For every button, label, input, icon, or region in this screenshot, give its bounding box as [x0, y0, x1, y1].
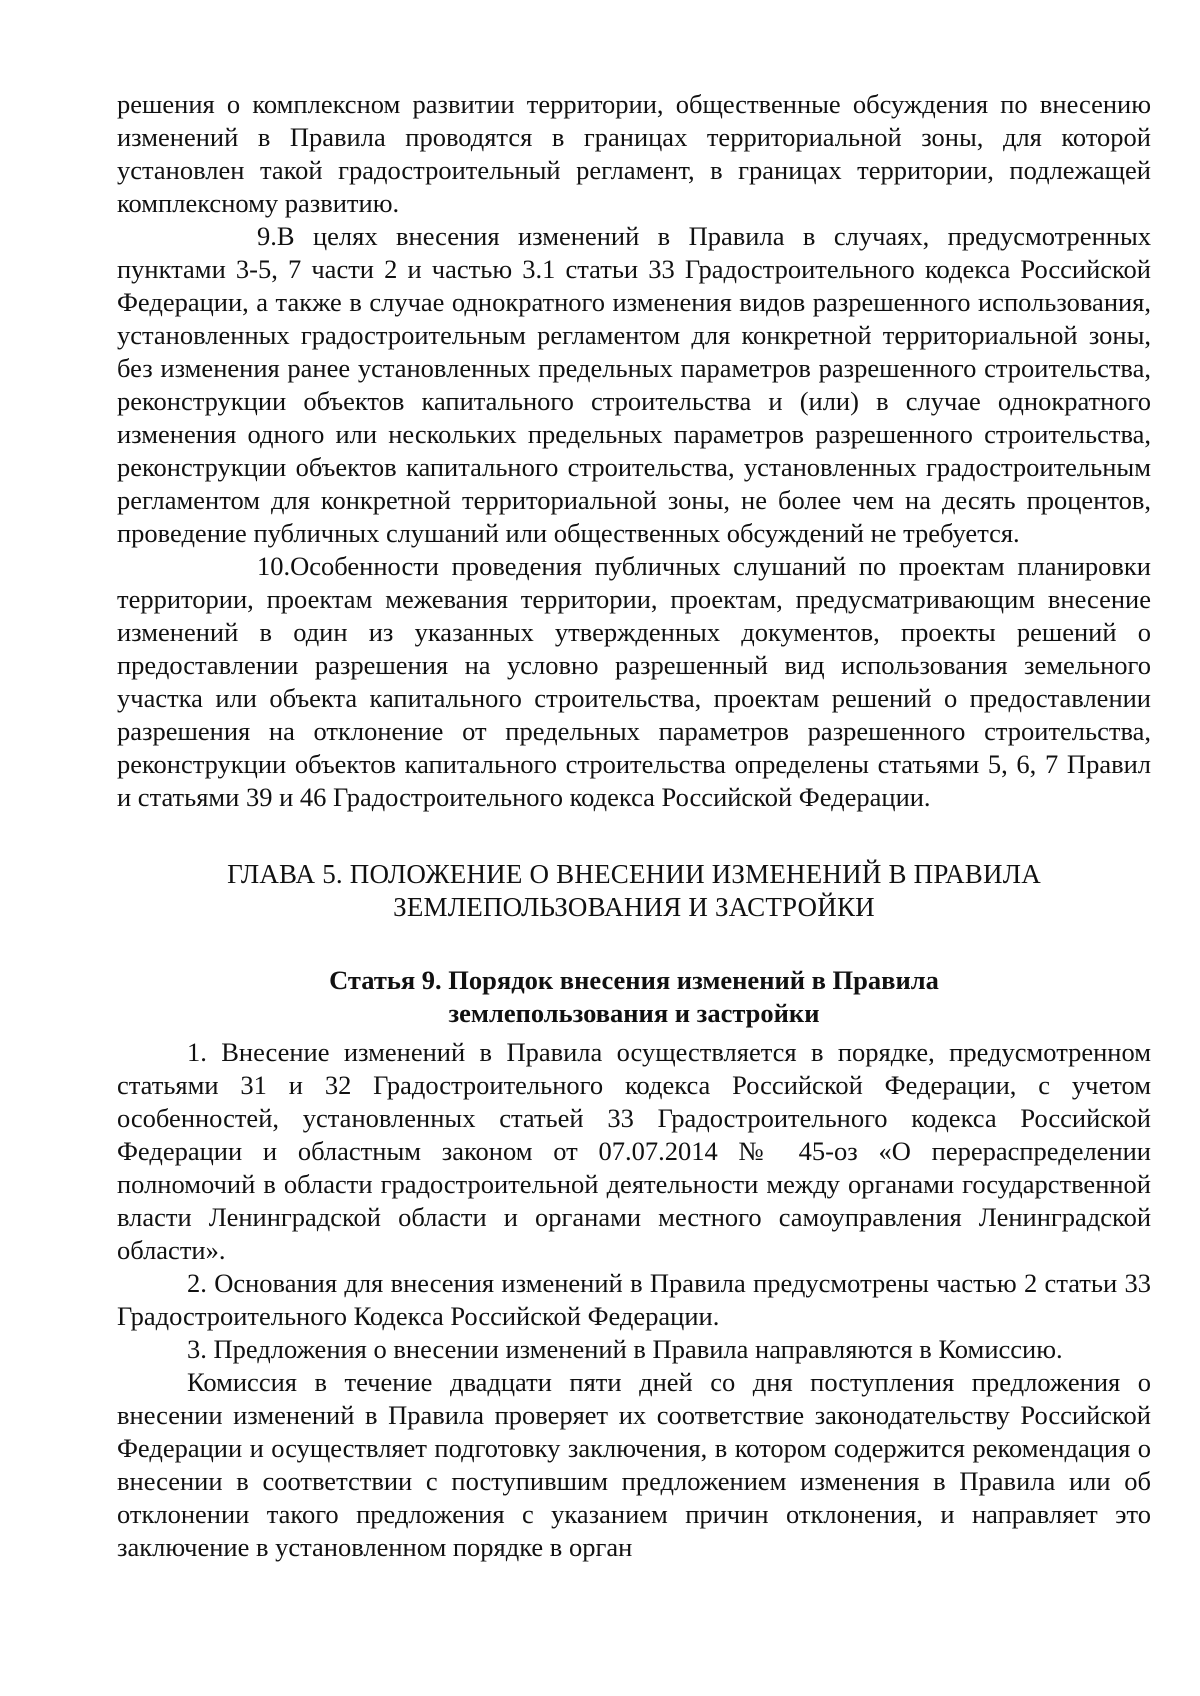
chapter-heading [117, 858, 1151, 924]
article-paragraph-4: Комиссия в течение двадцати пяти дней со дня поступления предложения о внесении изменений в Правила проверяет их соответствие законодательству Российской Федерации и осуществляет подготовку заключения, в котором содержится рекомендация о внесении в соответствии с поступившим предложением изменения в Правила или об отклонении такого предложения с указанием причин отклонения, и направляет это заключение в установленном порядке в орган [117, 1367, 1151, 1562]
chapter-heading-line-1: ГЛАВА 5. ПОЛОЖЕНИЕ О ВНЕСЕНИИ ИЗМЕНЕНИЙ В ПРАВИЛА [227, 859, 1041, 889]
article-heading-line-1: Статья 9. Порядок внесения изменений в Правила [329, 965, 939, 995]
article-paragraph-1: 1. Внесение изменений в Правила осуществляется в порядке, предусмотренном статьями 31 и 32 Градостроительного кодекса Российской Федерации, с учетом особенностей, установленных статьей 33 Градостроительного кодекса Российской Федерации и областным законом от 07.07.2014 № 45-оз «О перераспределении полномочий в области градостроительной деятельности между органами государственной власти Ленинградской области и органами местного самоуправления Ленинградской области». [117, 1037, 1151, 1265]
paragraph-item-9 [117, 220, 1151, 550]
article-heading [117, 964, 1151, 1030]
article-heading-line-2: землепользования и застройки [448, 998, 820, 1028]
chapter-heading-line-2: ЗЕМЛЕПОЛЬЗОВАНИЯ И ЗАСТРОЙКИ [393, 892, 875, 922]
document-page [117, 88, 1151, 1564]
article-paragraph-2: 2. Основания для внесения изменений в Правила предусмотрены частью 2 статьи 33 Градостроительного Кодекса Российской Федерации. [117, 1268, 1151, 1331]
item-text-10: Особенности проведения публичных слушаний по проектам планировки территории, проектам межевания территории, проектам, предусматривающим внесение изменений в один из указанных утвержденных документов, проекты решений о предоставлении разрешения на условно разрешенный вид использования земельного участка или объекта капитального строительства, проектам решений о предоставлении разрешения на отклонение от предельных параметров разрешенного строительства, реконструкции объектов капитального строительства определены статьями 5, 6, 7 Правил и статьями 39 и 46 Градостроительного кодекса Российской Федерации. [117, 551, 1151, 812]
item-number-10: 10. [257, 551, 291, 581]
paragraph-continuation: решения о комплексном развитии территории, общественные обсуждения по внесению изменений в Правила проводятся в границах территориальной зоны, для которой установлен такой градостроительный регламент, в границах территории, подлежащей комплексному развитию. [117, 89, 1151, 218]
item-text-9: В целях внесения изменений в Правила в случаях, предусмотренных пунктами 3-5, 7 части 2 и частью 3.1 статьи 33 Градостроительного кодекса Российской Федерации, а также в случае однократного изменения видов разрешенного использования, установленных градостроительным регламентом для конкретной территориальной зоны, без изменения ранее установленных предельных параметров разрешенного строительства, реконструкции объектов капитального строительства и (или) в случае однократного изменения одного или нескольких предельных параметров разрешенного строительства, реконструкции объектов капитального строительства, установленных градостроительным регламентом для конкретной территориальной зоны, не более чем на десять процентов, проведение публичных слушаний или общественных обсуждений не требуется. [117, 221, 1151, 548]
item-number-9: 9. [257, 221, 277, 251]
article-paragraph-3: 3. Предложения о внесении изменений в Правила направляются в Комиссию. [187, 1334, 1063, 1364]
paragraph-item-10 [117, 550, 1151, 814]
